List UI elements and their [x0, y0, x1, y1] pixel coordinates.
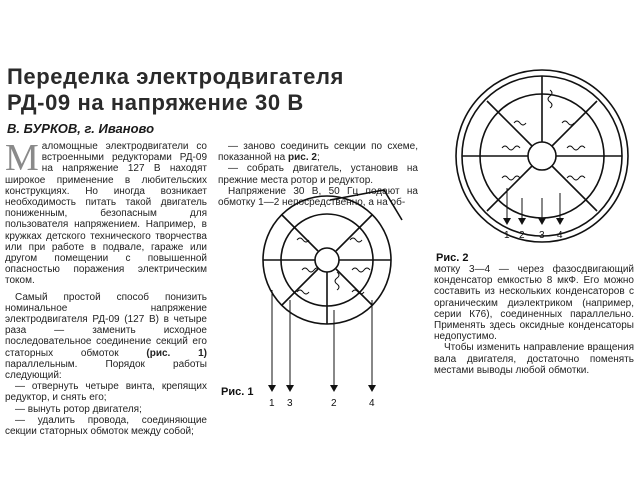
text-column-1	[5, 137, 207, 438]
rotor-circle	[528, 142, 556, 170]
figure-1-terminal-4: 4	[369, 398, 375, 409]
figure-2-terminal-1: 1	[504, 230, 510, 241]
step-5: — собрать двигатель, установив на прежние места ротор и редуктор.	[218, 163, 418, 186]
figure-2-label: Рис. 2	[436, 252, 469, 264]
title-line-2: РД-09 на напряжение 30 В	[7, 90, 304, 115]
paragraph-intro	[5, 137, 207, 287]
figure-1-diagram	[252, 200, 422, 410]
paragraph-intro-text: аломощные электродвигатели со встроенными редукторами РД-09 на напряжение 127 В находят широкое применение в любительских конструкциях. Но иногда возникает необходимость питать такой двигатель пониженным, безопасным для пользователя напряжением. Например, в кружках детского технического творчества или при работе в подвале, гараже или другом помещении с повышенной опасностью поражения электрическим током.	[5, 141, 207, 287]
paragraph-voltage: Напряжение 30 В, 50 Гц подают на обмотку 1—2 непосредственно, а на об-	[218, 185, 418, 209]
paragraph-direction: Чтобы изменить направление вращения вала двигателя, достаточно поменять местами выводы любой обмотки.	[434, 342, 634, 376]
pole-spokes	[462, 76, 622, 211]
text-column-3	[434, 264, 634, 376]
figure-1-terminal-3: 3	[287, 398, 293, 409]
article-title	[7, 64, 427, 116]
figure-1-terminal-2: 2	[331, 398, 337, 409]
coil-windings	[502, 90, 585, 180]
paragraph-method	[5, 292, 207, 382]
title-line-1: Переделка электродвигателя	[7, 64, 344, 89]
step-4-text: — заново соединить секции по схеме, показанной на	[218, 141, 418, 164]
drop-cap: М	[5, 137, 39, 179]
step-4	[218, 141, 418, 163]
figure-1-terminal-1: 1	[269, 398, 275, 409]
author-byline: В. БУРКОВ, г. Иваново	[7, 121, 155, 136]
paragraph-method-text: Самый простой способ понизить номинальное напряжение электродвигателя РД-09 (127 В) в четыре раза — заменить исходное последовательное соединение секций его статорных обмоток	[5, 291, 207, 359]
paragraph-method-tail: параллельным. Порядок работы следующий:	[5, 358, 207, 382]
figure-ref-1: (рис. 1)	[146, 347, 207, 359]
figure-2-terminal-4: 4	[557, 230, 563, 241]
step-4-tail: ;	[316, 152, 320, 164]
lead-arrows	[503, 218, 564, 225]
step-2: — вынуть ротор двигателя;	[15, 403, 142, 415]
figure-ref-2: рис. 2	[288, 152, 317, 164]
lead-arrows	[268, 385, 376, 392]
figure-2-diagram	[452, 68, 640, 258]
step-3: — удалить провода, соединяющие секции статорных обмоток между собой;	[5, 414, 207, 438]
step-1: — отвернуть четыре винта, крепящих редуктор, и снять его;	[5, 381, 207, 404]
figure-2-terminal-3: 3	[539, 230, 545, 241]
coil-windings	[297, 238, 370, 294]
paragraph-capacitor: мотку 3—4 — через фазосдвигающий конденсатор емкостью 8 мкФ. Его можно составить из нескольких конденсаторов с органическим диэлектриком (например, серии К76), соединенных параллельно. Применять здесь оксидные конденсаторы недопустимо.	[434, 264, 634, 343]
figure-2-terminal-2: 2	[519, 230, 525, 241]
figure-1-label: Рис. 1	[221, 386, 254, 398]
lead-wires	[272, 290, 372, 385]
lead-wires	[507, 188, 560, 218]
